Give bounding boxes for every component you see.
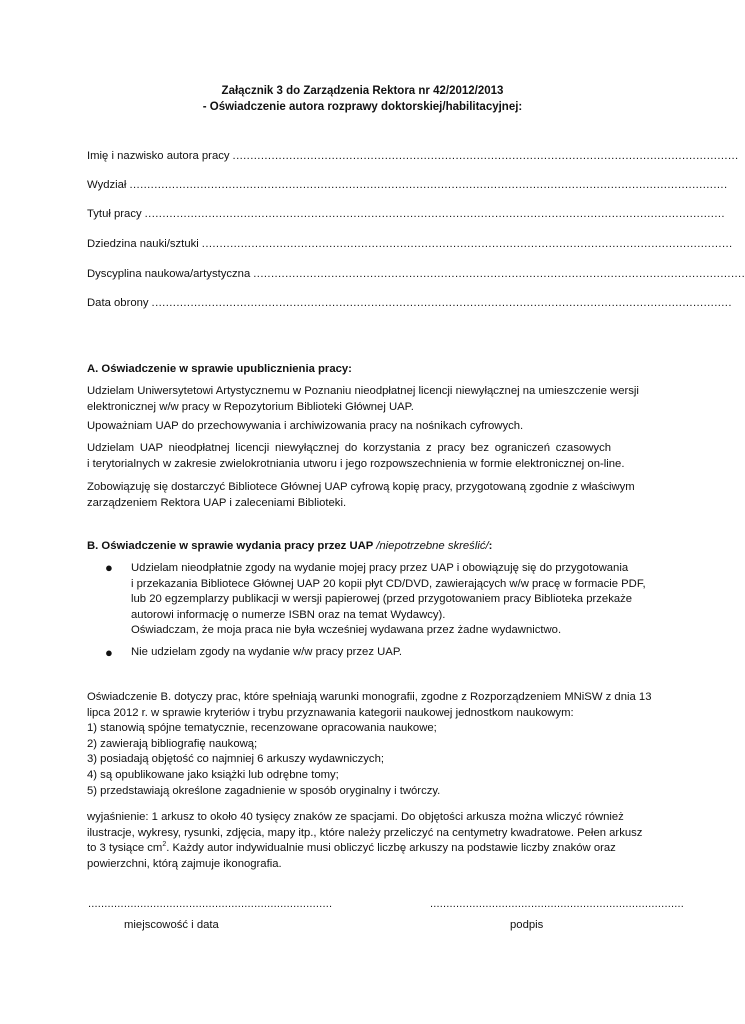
section-a-paragraph-2 bbox=[87, 419, 611, 435]
text-line: 2) zawierają bibliografię naukową; bbox=[87, 737, 258, 750]
text-line: Upoważniam UAP do przechowywania i archiwizowania pracy na nośnikach cyfrowych. bbox=[87, 420, 524, 432]
text-line: 3) posiadają objętość co najmniej 6 arkuszy wydawniczych; bbox=[87, 753, 385, 766]
bullet-icon: ● bbox=[105, 645, 113, 660]
text-line: 1) stanowią spójne tematycznie, recenzowane opracowania naukowe; bbox=[87, 722, 437, 735]
field-defense-date[interactable] bbox=[87, 295, 732, 311]
section-b-heading-text: B. Oświadczenie w sprawie wydania pracy przez UAP bbox=[87, 540, 374, 552]
text-line: Oświadczenie B. dotyczy prac, które spełniają warunki monografii, zgodne z Rozporządzeniem MNiSW z dnia 13 bbox=[87, 691, 652, 703]
bullet-icon: ● bbox=[105, 560, 113, 575]
text-line: Udzielam nieodpłatnie zgody na wydanie mojej pracy przez UAP i obowiązuję się do przygotowania bbox=[131, 562, 629, 574]
field-dots: ...................................................................................................................................................... bbox=[201, 238, 733, 250]
text-line: Udzielam Uniwersytetowi Artystycznemu w Poznaniu nieodpłatnej licencji niewyłącznej na umieszczenie wersji bbox=[87, 385, 639, 397]
signature-label: podpis bbox=[510, 919, 544, 931]
field-dots: .................................................................................................................................................................... bbox=[151, 297, 732, 309]
field-dots: ......................................................................................................................................................................... bbox=[129, 179, 728, 191]
section-a-paragraph-4 bbox=[87, 480, 635, 511]
field-domain[interactable] bbox=[87, 236, 733, 252]
text-line: Udzielam UAP nieodpłatnej licencji niewyłącznej do korzystania z pracy bez ograniczeń czasowych bbox=[87, 442, 611, 454]
text-line: Zobowiązuję się dostarczyć Bibliotece Głównej UAP cyfrową kopię pracy, przygotowaną zgodnie z właściwym bbox=[87, 481, 635, 493]
section-b-heading-colon: : bbox=[488, 540, 493, 552]
field-dots: ............................................................................................................................................... bbox=[232, 150, 739, 162]
monograph-note bbox=[87, 690, 652, 799]
field-dots: ........................................................................................................................................... bbox=[253, 268, 745, 280]
text-line: Oświadczam, że moja praca nie była wcześniej wydawana przez żadne wydawnictwo. bbox=[131, 624, 562, 637]
section-b-heading-note: /niepotrzebne skreślić/ bbox=[376, 540, 489, 552]
field-label: Dyscyplina naukowa/artystyczna bbox=[87, 268, 251, 280]
field-discipline[interactable] bbox=[87, 266, 745, 282]
section-b-option-2[interactable] bbox=[131, 645, 611, 661]
field-label: Imię i nazwisko autora pracy bbox=[87, 150, 230, 162]
text-segment: . Każdy autor indywidualnie musi obliczyć liczbę arkuszy na podstawie liczby znaków oraz bbox=[166, 842, 616, 855]
text-line: ilustracje, wykresy, rysunki, zdjęcia, mapy itp., które należy przeliczyć na centymetry kwadratowe. Pełen arkusz bbox=[87, 826, 643, 839]
text-line: zarządzeniem Rektora UAP i zaleceniami Biblioteki. bbox=[87, 496, 347, 509]
section-a-paragraph-1 bbox=[87, 384, 639, 415]
text-line: i terytorialnych w zakresie zwielokrotniania utworu i jego rozpowszechnienia w formie elektronicznej on-line. bbox=[87, 457, 625, 470]
field-label: Wydział bbox=[87, 179, 127, 191]
superscript: 2 bbox=[162, 841, 167, 849]
field-author-name[interactable] bbox=[87, 148, 739, 164]
text-line bbox=[87, 841, 616, 857]
text-line: wyjaśnienie: 1 arkusz to około 40 tysięcy znaków ze spacjami. Do objętości arkusza można wliczyć również bbox=[87, 811, 624, 823]
field-label: Tytuł pracy bbox=[87, 208, 142, 220]
place-date-line[interactable]: ........................................................................... bbox=[88, 898, 333, 910]
section-b-heading bbox=[87, 539, 492, 554]
text-line: 4) są opublikowane jako książki lub odrębne tomy; bbox=[87, 768, 339, 781]
text-line: lipca 2012 r. w sprawie kryteriów i trybu przyznawania kategorii naukowej jednostkom naukowym: bbox=[87, 706, 574, 719]
field-faculty[interactable] bbox=[87, 177, 728, 193]
section-a-heading: A. Oświadczenie w sprawie upublicznienia pracy: bbox=[87, 363, 352, 375]
text-line: autorowi informację o numerze ISBN oraz na temat Wydawcy). bbox=[131, 608, 446, 621]
field-label: Data obrony bbox=[87, 297, 149, 309]
field-label: Dziedzina nauki/sztuki bbox=[87, 238, 199, 250]
section-b-option-1[interactable] bbox=[131, 561, 646, 639]
text-line: lub 20 egzemplarzy publikacji w wersji papierowej (przed przygotowaniem pracy Biblioteka przekaże bbox=[131, 593, 633, 606]
document-title: Załącznik 3 do Zarządzenia Rektora nr 42/2012/2013 bbox=[221, 85, 504, 97]
section-a-paragraph-3 bbox=[87, 441, 625, 472]
text-line: elektronicznej w/w pracy w Repozytorium Biblioteki Głównej UAP. bbox=[87, 400, 414, 413]
document-subtitle: - Oświadczenie autora rozprawy doktorskiej/habilitacyjnej: bbox=[202, 101, 523, 113]
field-work-title[interactable] bbox=[87, 206, 725, 222]
text-segment: to 3 tysiące cm bbox=[87, 842, 163, 855]
text-line: 5) przedstawiają określone zagadnienie w sposób oryginalny i twórczy. bbox=[87, 784, 441, 797]
text-line: powierzchni, którą zajmuje ikonografia. bbox=[87, 857, 282, 870]
text-line: Nie udzielam zgody na wydanie w/w pracy przez UAP. bbox=[131, 646, 403, 658]
field-dots: .................................................................................................................................................................... bbox=[144, 208, 725, 220]
signature-line[interactable]: .............................................................................. bbox=[430, 898, 684, 910]
place-date-label: miejscowość i data bbox=[124, 919, 219, 931]
explanation-paragraph bbox=[87, 810, 643, 872]
text-line: i przekazania Bibliotece Głównej UAP 20 kopii płyt CD/DVD, zawierających w/w pracę w formacie PDF, bbox=[131, 577, 646, 590]
